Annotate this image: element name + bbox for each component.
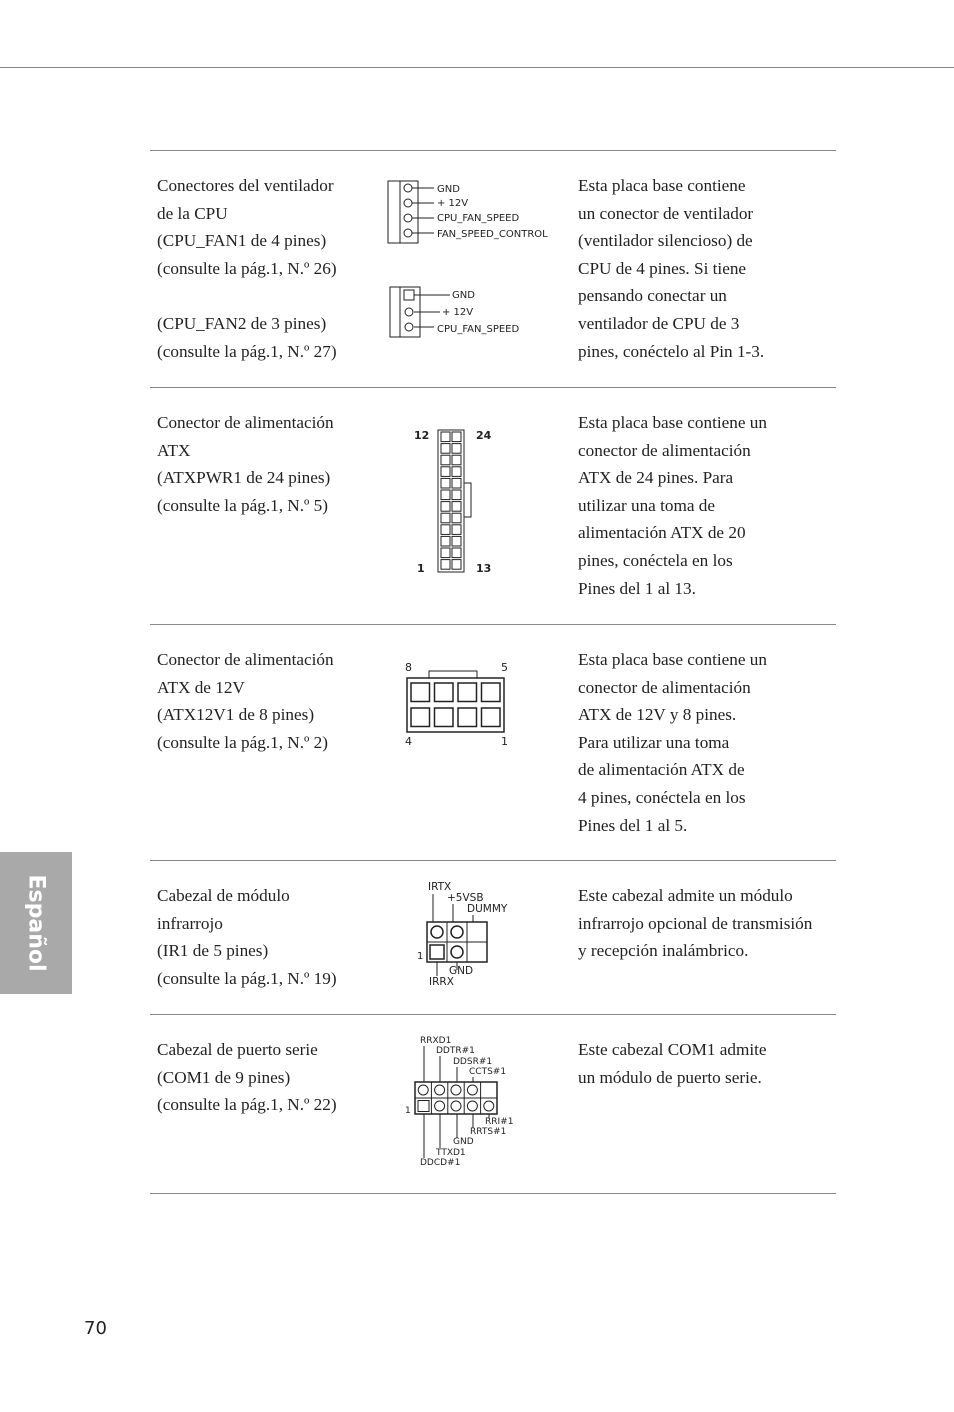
atx24-pin [452, 455, 461, 465]
com-label: DDTR#1 [436, 1046, 475, 1056]
com-pin [484, 1101, 494, 1111]
text-line: (IR1 de 5 pines) [157, 941, 269, 961]
com-pin1-label: 1 [405, 1106, 411, 1116]
atx24-pin-grid [441, 432, 461, 569]
text-line: (consulte la pág.1, N.º 27) [157, 341, 337, 361]
pin-label: 1 [501, 735, 508, 748]
fan1-label: GND [437, 184, 460, 195]
atx12v-pin [482, 708, 501, 727]
atx24-pin [441, 478, 450, 488]
text-line: Conectores del ventilador [157, 176, 334, 195]
text-line: Pines del 1 al 5. [578, 815, 688, 835]
section-divider [150, 1193, 836, 1194]
atx12v-connector-diagram [398, 657, 518, 752]
ir-label: DUMMY [467, 903, 508, 915]
text-line: (ATXPWR1 de 24 pines) [157, 468, 331, 488]
atx12v-pin [458, 708, 477, 727]
com-label: GND [453, 1137, 474, 1147]
text-line: ATX de 12V y 8 pines. [578, 705, 737, 725]
ir-header-description [157, 882, 337, 992]
atx24-pin [441, 513, 450, 523]
text-line: (consulte la pág.1, N.º 2) [157, 732, 328, 752]
atx12v-housing [407, 678, 504, 732]
atx-power-description [157, 409, 334, 519]
ir-pin [451, 946, 463, 958]
text-line: (COM1 de 9 pines) [157, 1067, 291, 1087]
text-line: un conector de ventilador [578, 203, 754, 223]
text-line: (ATX12V1 de 8 pines) [157, 705, 315, 725]
atx12v-latch [429, 671, 477, 678]
ir-pin [451, 926, 463, 938]
text-line: Conector de alimentación [157, 650, 334, 669]
text-line: Este cabezal admite un módulo [578, 886, 793, 905]
text-line [157, 282, 337, 310]
ir-header-diagram [412, 876, 532, 991]
text-line: alimentación ATX de 20 [578, 523, 746, 543]
atx24-pin [452, 467, 461, 477]
section-divider [150, 387, 836, 388]
atx24-pin [441, 548, 450, 558]
atx24-pin [441, 467, 450, 477]
ir-header-explanation [578, 882, 812, 965]
text-line: Conector de alimentación [157, 413, 334, 432]
atx24-pin [441, 536, 450, 546]
atx12v-pin-grid [411, 683, 500, 727]
atx24-housing [438, 430, 464, 572]
atx24-pin [452, 560, 461, 570]
cpu-fan-connector-diagram [380, 175, 570, 345]
com-header-explanation [578, 1036, 767, 1091]
fan2-pin [405, 323, 413, 331]
pin-label: 4 [405, 735, 412, 748]
atx12v-description [157, 646, 334, 756]
fan2-pin-1 [404, 290, 414, 300]
com-label: DDSR#1 [453, 1057, 493, 1067]
fan1-label: CPU_FAN_SPEED [437, 213, 520, 224]
pin-label: 5 [501, 661, 508, 674]
pin-label: 24 [476, 429, 492, 442]
text-line: (consulte la pág.1, N.º 22) [157, 1095, 337, 1115]
text-line: (consulte la pág.1, N.º 26) [157, 258, 337, 278]
text-line: ATX [157, 440, 191, 460]
atx12v-pin [411, 683, 430, 702]
text-line: (consulte la pág.1, N.º 19) [157, 968, 337, 988]
atx24-latch [464, 483, 471, 517]
section-divider [150, 150, 836, 151]
atx24-pin [441, 525, 450, 535]
com-pin [418, 1085, 428, 1095]
com-header-description [157, 1036, 337, 1119]
fan2-label: CPU_FAN_SPEED [437, 324, 520, 335]
text-line: (ventilador silencioso) de [578, 231, 753, 251]
fan1-housing [388, 181, 418, 243]
fan1-label: FAN_SPEED_CONTROL [437, 229, 548, 240]
language-tab [0, 852, 72, 994]
atx24-pin [452, 490, 461, 500]
fan1-pin [404, 199, 412, 207]
text-line: y recepción inalámbrico. [578, 941, 749, 961]
com-pin-1 [418, 1101, 429, 1112]
text-line: conector de alimentación [578, 677, 751, 697]
text-line: 4 pines, conéctela en los [578, 787, 746, 807]
text-line: de alimentación ATX de [578, 760, 745, 780]
section-divider [150, 624, 836, 625]
com-pin [435, 1085, 445, 1095]
pin-label: 8 [405, 661, 412, 674]
text-line: Esta placa base contiene [578, 176, 746, 195]
atx24-pin [452, 478, 461, 488]
com-label: TTXD1 [436, 1148, 466, 1158]
atx24-pin [441, 444, 450, 454]
atx12v-pin [411, 708, 430, 727]
com-pin [451, 1085, 461, 1095]
text-line: ventilador de CPU de 3 [578, 313, 740, 333]
pin-label: 13 [476, 562, 492, 575]
atx12v-explanation [578, 646, 767, 839]
language-tab-label: Español [23, 874, 49, 972]
atx24-pin [452, 525, 461, 535]
fan1-pin [404, 214, 412, 222]
cpu-fan-explanation [578, 172, 764, 365]
fan1-pin-strip [400, 181, 418, 243]
com-label: CCTS#1 [469, 1067, 507, 1077]
text-line: (consulte la pág.1, N.º 5) [157, 495, 328, 515]
text-line: Cabezal de módulo [157, 886, 290, 905]
ir-label: IRTX [428, 881, 452, 893]
atx24-pin [441, 455, 450, 465]
atx24-pin [452, 536, 461, 546]
atx-power-explanation [578, 409, 767, 602]
text-line: ATX de 24 pines. Para [578, 468, 734, 488]
text-line: (CPU_FAN2 de 3 pines) [157, 313, 327, 333]
com-label: RRXD1 [420, 1036, 452, 1046]
ir-label: +5VSB [447, 892, 484, 904]
text-line: de la CPU [157, 203, 228, 223]
com-label: DDCD#1 [420, 1158, 461, 1168]
atx24-pin [441, 490, 450, 500]
section-divider [150, 1014, 836, 1015]
atx12v-pin [435, 708, 454, 727]
com-pin [467, 1101, 477, 1111]
text-line: Esta placa base contiene un [578, 650, 767, 669]
text-line: infrarrojo [157, 913, 223, 933]
fan1-pin [404, 184, 412, 192]
com-pin [451, 1101, 461, 1111]
atx12v-pin [458, 683, 477, 702]
text-line: ATX de 12V [157, 677, 245, 697]
atx12v-pin [435, 683, 454, 702]
atx24-pin [441, 432, 450, 442]
ir-pin [431, 926, 443, 938]
atx24-connector-diagram [405, 420, 505, 585]
cpu-fan-description [157, 172, 337, 365]
fan2-pin [405, 308, 413, 316]
text-line: pines, conéctela en los [578, 550, 733, 570]
text-line: un módulo de puerto serie. [578, 1067, 762, 1087]
ir-label: IRRX [429, 976, 454, 988]
text-line: CPU de 4 pines. Si tiene [578, 258, 747, 278]
header-rule [0, 67, 954, 68]
atx24-pin [452, 432, 461, 442]
ir-label: GND [449, 965, 474, 977]
atx12v-pin [482, 683, 501, 702]
atx24-pin [452, 444, 461, 454]
page-number: 70 [84, 1318, 107, 1339]
text-line: Esta placa base contiene un [578, 413, 767, 432]
com-label: RRI#1 [485, 1117, 514, 1127]
atx24-pin [452, 502, 461, 512]
ir-pin-1 [430, 945, 444, 959]
text-line: Para utilizar una toma [578, 732, 730, 752]
section-divider [150, 860, 836, 861]
com-pin [467, 1085, 477, 1095]
text-line: (CPU_FAN1 de 4 pines) [157, 231, 327, 251]
text-line: Pines del 1 al 13. [578, 578, 696, 598]
atx24-pin [441, 560, 450, 570]
text-line: utilizar una toma de [578, 495, 715, 515]
atx24-pin [452, 548, 461, 558]
text-line: pensando conectar un [578, 286, 727, 306]
com-header-diagram [398, 1032, 528, 1172]
com-label: RRTS#1 [470, 1127, 507, 1137]
text-line: conector de alimentación [578, 440, 751, 460]
pin-label: 1 [417, 562, 425, 575]
text-line: Este cabezal COM1 admite [578, 1040, 767, 1059]
ir-pin1-label: 1 [417, 951, 424, 962]
atx24-pin [452, 513, 461, 523]
pin-label: 12 [414, 429, 430, 442]
text-line: Cabezal de puerto serie [157, 1040, 318, 1059]
fan2-label: GND [452, 290, 475, 301]
text-line: infrarrojo opcional de transmisión [578, 913, 813, 933]
fan1-pin [404, 229, 412, 237]
fan1-label: + 12V [437, 198, 469, 209]
fan2-label: + 12V [442, 307, 474, 318]
text-line: pines, conéctelo al Pin 1-3. [578, 341, 765, 361]
atx24-pin [441, 502, 450, 512]
com-pin [435, 1101, 445, 1111]
